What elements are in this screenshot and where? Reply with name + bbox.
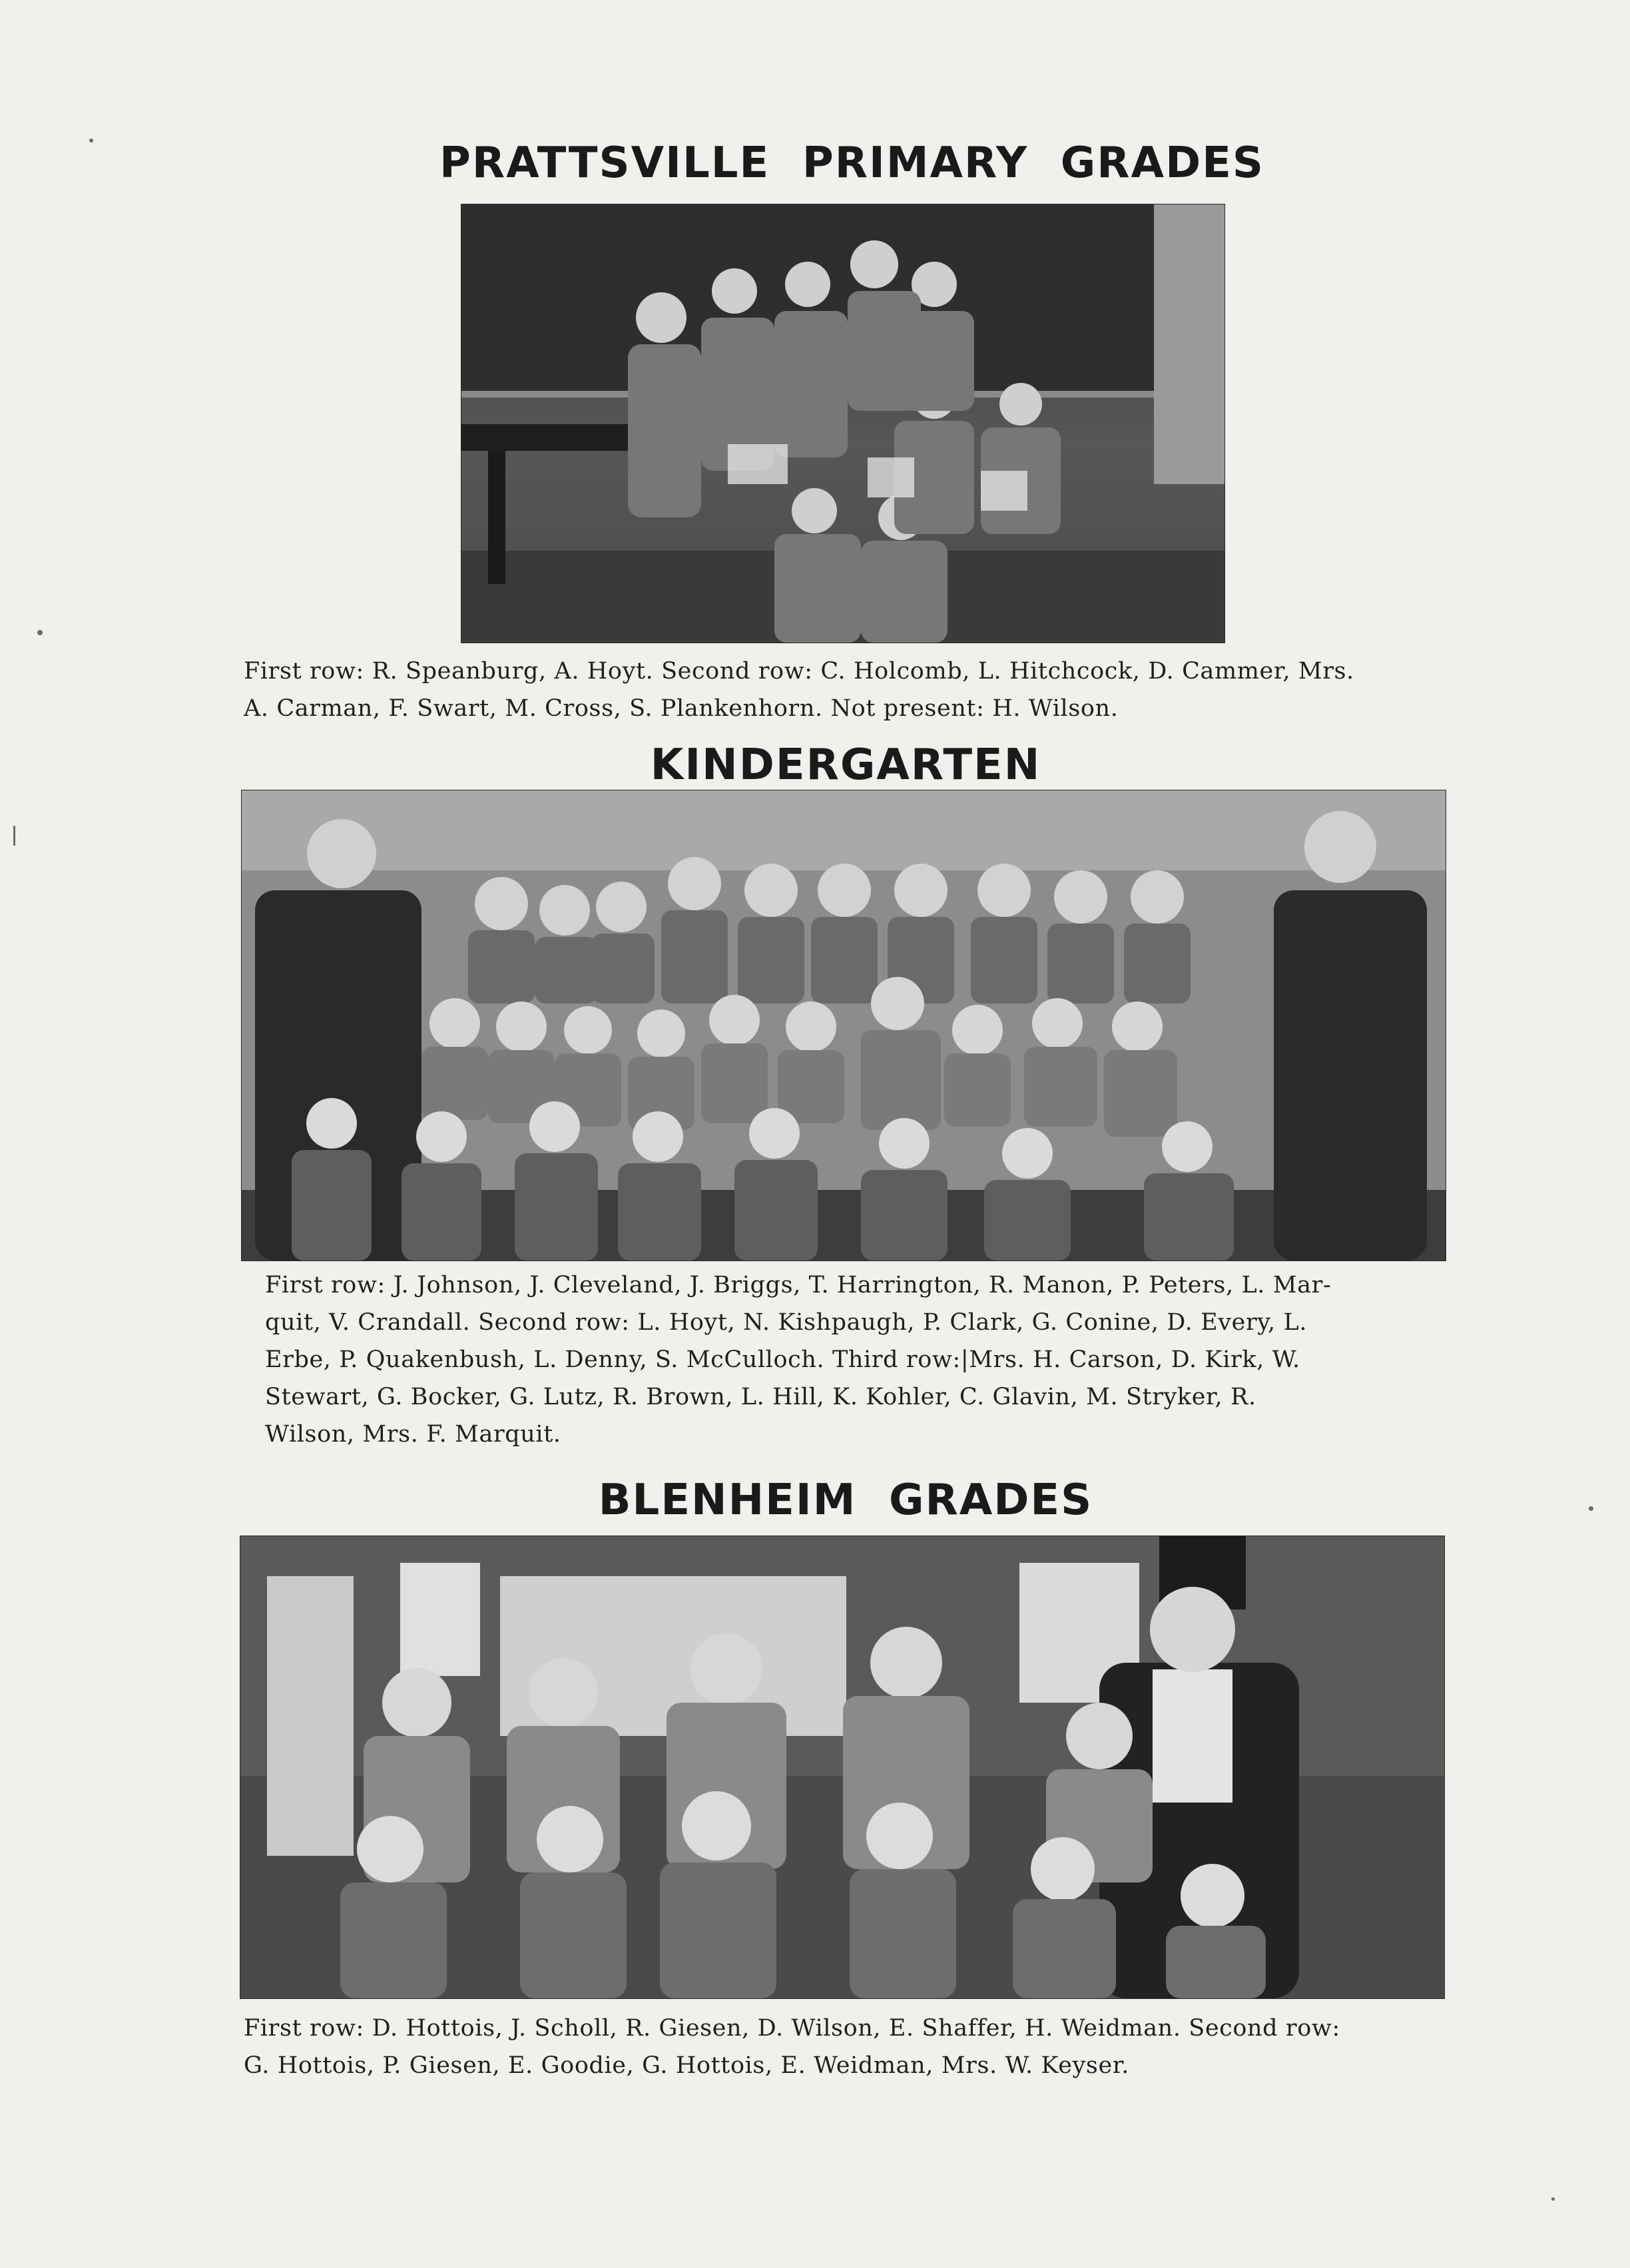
caption-line: First row: D. Hottois, J. Scholl, R. Giesen, D. Wilson, E. Shaffer, H. Weidman. Second row: [244, 2015, 1340, 2042]
caption-line: A. Carman, F. Swart, M. Cross, S. Plankenhorn. Not present: H. Wilson. [244, 695, 1119, 722]
scan-speck [37, 630, 43, 635]
scan-speck [13, 826, 15, 846]
photo-image [242, 790, 1446, 1261]
caption-line: Stewart, G. Bocker, G. Lutz, R. Brown, L. Hill, K. Kohler, C. Glavin, M. Stryker, R. [265, 1384, 1256, 1410]
caption-kindergarten [265, 1267, 1442, 1453]
caption-line: G. Hottois, P. Giesen, E. Goodie, G. Hottois, E. Weidman, Mrs. W. Keyser. [244, 2052, 1129, 2079]
photo-blenheim-grades [240, 1536, 1445, 1999]
section-heading-prattsville: PRATTSVILLE PRIMARY GRADES [439, 139, 1264, 188]
photo-image [461, 204, 1224, 643]
caption-line: First row: R. Speanburg, A. Hoyt. Second row: C. Holcomb, L. Hitchcock, D. Cammer, Mrs. [244, 658, 1354, 685]
caption-line: Erbe, P. Quakenbush, L. Denny, S. McCulloch. Third row:|Mrs. H. Carson, D. Kirk, W. [265, 1346, 1300, 1373]
caption-prattsville [244, 653, 1438, 727]
photo-prattsville-primary-grades [461, 204, 1225, 643]
section-heading-kindergarten: KINDERGARTEN [650, 740, 1041, 790]
caption-line: First row: J. Johnson, J. Cleveland, J. Briggs, T. Harrington, R. Manon, P. Peters, L. Mar- [265, 1272, 1332, 1298]
caption-line: Wilson, Mrs. F. Marquit. [265, 1421, 561, 1448]
caption-blenheim [244, 2010, 1441, 2084]
section-heading-blenheim: BLENHEIM GRADES [598, 1476, 1093, 1525]
photo-kindergarten [241, 790, 1446, 1261]
caption-line: quit, V. Crandall. Second row: L. Hoyt, N. Kishpaugh, P. Clark, G. Conine, D. Every, L. [265, 1309, 1308, 1336]
scan-speck [89, 139, 93, 142]
photo-image [240, 1536, 1444, 1998]
scan-speck [1589, 1506, 1593, 1511]
scan-speck [1551, 2197, 1555, 2201]
